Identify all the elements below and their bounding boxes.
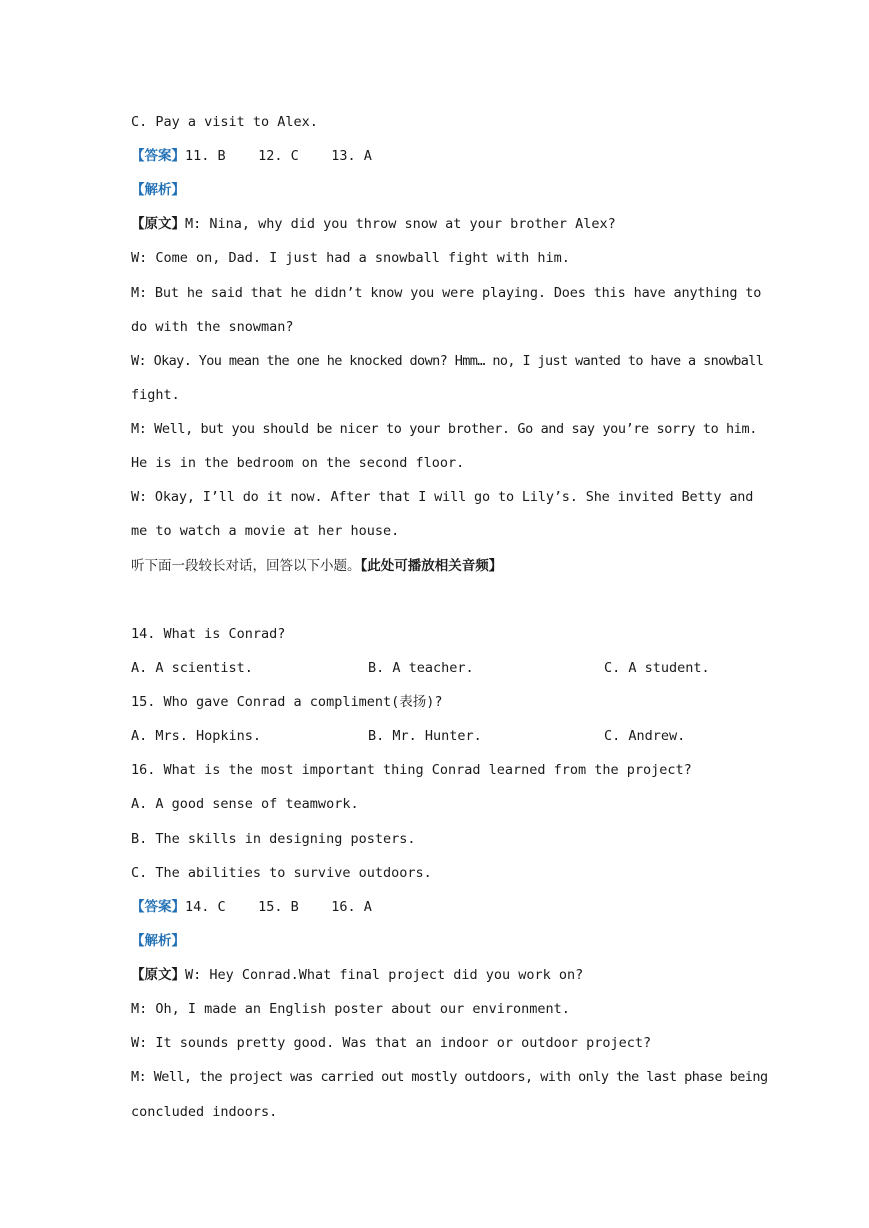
q16-option-b: B. The skills in designing posters. xyxy=(131,831,416,847)
transcript-line: W: Come on, Dad. I just had a snowball fight with him. xyxy=(131,250,570,266)
transcript-line-2 xyxy=(131,965,583,985)
transcript-line: He is in the bedroom on the second floor. xyxy=(131,455,465,471)
option-c-line: C. Pay a visit to Alex. xyxy=(131,114,318,130)
transcript-text: W: Hey Conrad.What final project did you work on? xyxy=(185,967,584,983)
transcript-line-1 xyxy=(131,214,616,234)
audio-tag: 【此处可播放相关音频】 xyxy=(360,558,503,574)
question-14: 14. What is Conrad? xyxy=(131,626,286,642)
transcript-text: M: Nina, why did you throw snow at your brother Alex? xyxy=(185,216,616,232)
answer-line-2 xyxy=(131,897,372,917)
analysis-line-1 xyxy=(131,180,185,200)
q14-option-a: A. A scientist. xyxy=(131,660,253,676)
analysis-tag: 【解析】 xyxy=(131,933,185,949)
transcript-line: W: It sounds pretty good. Was that an indoor or outdoor project? xyxy=(131,1035,652,1051)
transcript-line: M: Well, but you should be nicer to your brother. Go and say you’re sorry to him. xyxy=(131,421,757,437)
q15-option-b: B. Mr. Hunter. xyxy=(368,728,482,744)
answer-tag: 【答案】 xyxy=(131,899,185,915)
analysis-line-2 xyxy=(131,931,185,951)
transcript-line: W: Okay, I’ll do it now. After that I will go to Lily’s. She invited Betty and xyxy=(131,489,754,505)
answer-line-1 xyxy=(131,146,372,166)
instruction-line xyxy=(131,556,502,576)
question-16: 16. What is the most important thing Conrad learned from the project? xyxy=(131,762,692,778)
instruction-text: 听下面一段较长对话，回答以下小题。 xyxy=(131,558,361,574)
q15-option-a: A. Mrs. Hopkins. xyxy=(131,728,262,744)
transcript-line: concluded indoors. xyxy=(131,1104,278,1120)
answer-tag: 【答案】 xyxy=(131,148,185,164)
q16-option-a: A. A good sense of teamwork. xyxy=(131,796,359,812)
q14-option-c: C. A student. xyxy=(604,660,710,676)
q16-option-c: C. The abilities to survive outdoors. xyxy=(131,865,432,881)
transcript-line: me to watch a movie at her house. xyxy=(131,523,400,539)
question-15: 15. Who gave Conrad a compliment(表扬)? xyxy=(131,694,443,710)
transcript-line: W: Okay. You mean the one he knocked down? Hmm… no, I just wanted to have a snowball xyxy=(131,353,764,369)
original-text-tag: 【原文】 xyxy=(131,967,185,983)
transcript-line: M: Well, the project was carried out mostly outdoors, with only the last phase being xyxy=(131,1069,768,1085)
analysis-tag: 【解析】 xyxy=(131,182,185,198)
q14-option-b: B. A teacher. xyxy=(368,660,474,676)
transcript-line: fight. xyxy=(131,387,180,403)
transcript-line: M: But he said that he didn’t know you were playing. Does this have anything to xyxy=(131,285,762,301)
transcript-line: do with the snowman? xyxy=(131,319,294,335)
q15-option-c: C. Andrew. xyxy=(604,728,686,744)
answer-values: 11. B 12. C 13. A xyxy=(185,148,372,164)
transcript-line: M: Oh, I made an English poster about our environment. xyxy=(131,1001,570,1017)
answer-values: 14. C 15. B 16. A xyxy=(185,899,372,915)
original-text-tag: 【原文】 xyxy=(131,216,185,232)
